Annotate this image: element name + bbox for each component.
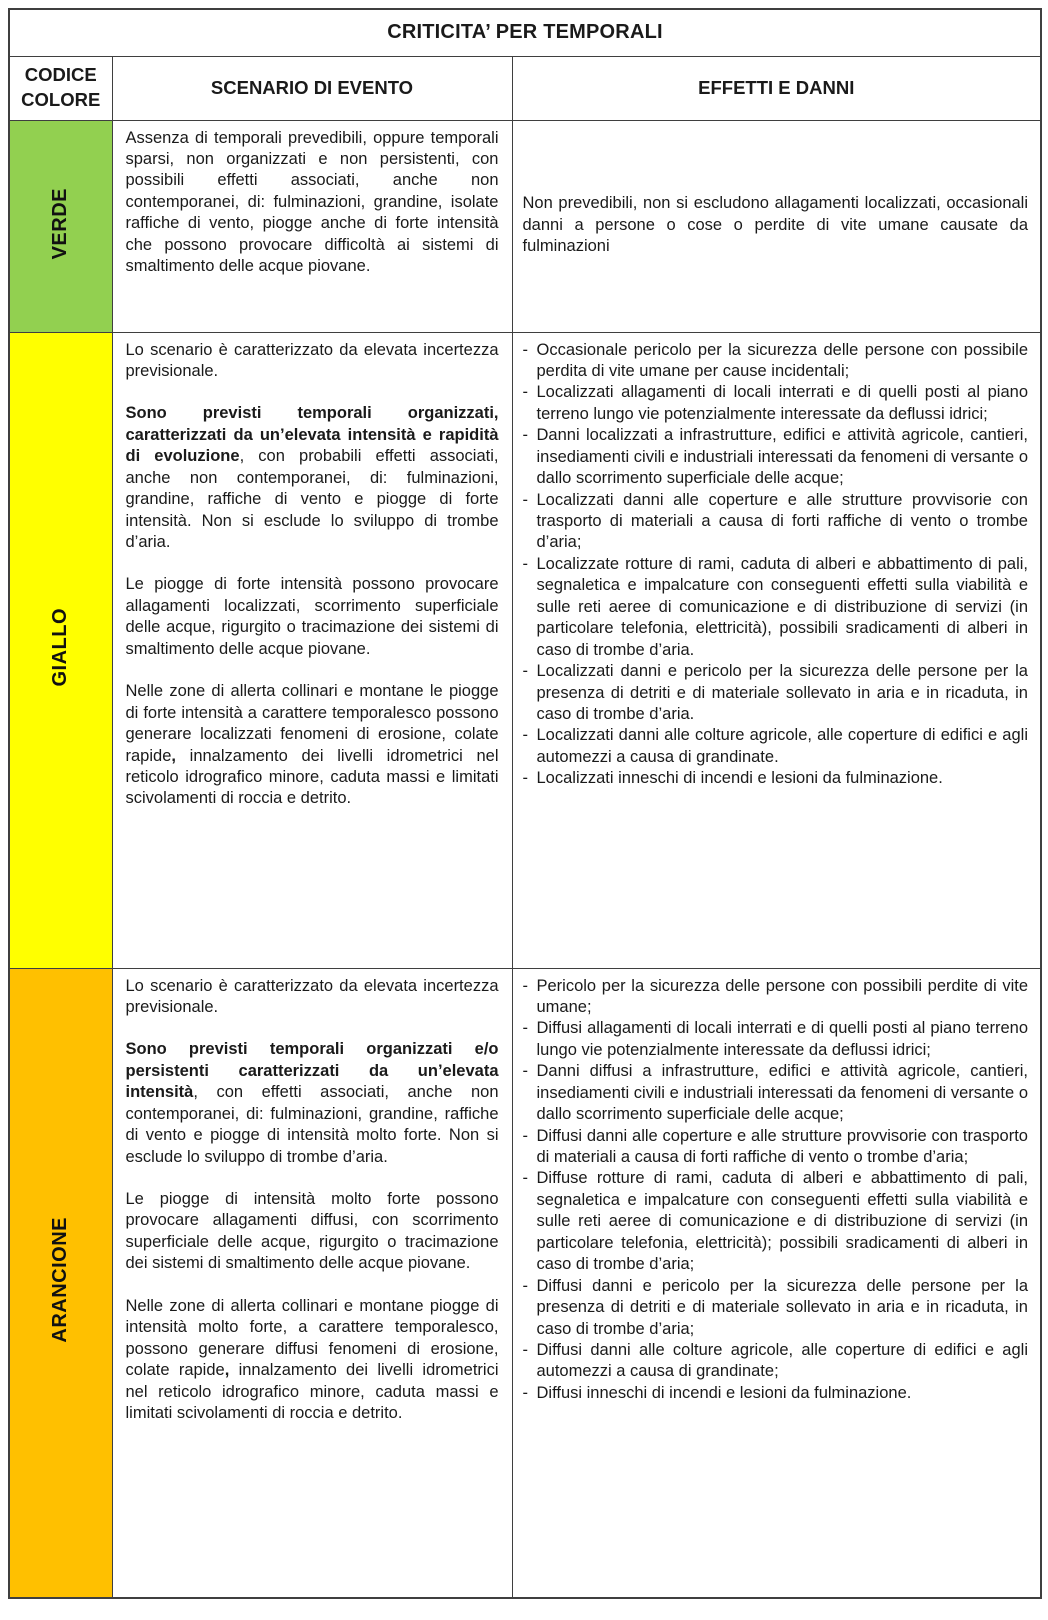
effects-bullet-text: Diffusi allagamenti di locali interrati e di quelli posti al piano terreno lungo vie potenzialmente interessate da deflussi idrici; [536,1019,1028,1059]
effects-bullet [523,725,1029,768]
scenario-text: Lo scenario è caratterizzato da elevata incertezza previsionale. [125,976,499,1016]
criticality-table [8,8,1042,1599]
scenario-text: Nelle zone di allerta collinari e montane piogge di intensità molto forte, a carattere temporalesco, possono generare diffusi fenomeni di erosione, colate rapide [125,1296,499,1380]
scenario-text: innalzamento dei livelli idrometrici nel reticolo idrografico minore, caduta massi e limitati scivolamenti di roccia e detrito. [125,746,499,808]
table-row [9,968,1041,1598]
scenario-text: innalzamento dei livelli idrometrici nel reticolo idrografico minore, caduta massi e limitati scivolamenti di roccia e detrito. [125,1361,499,1422]
scenario-paragraph [126,976,499,1019]
bullet-dash: - [522,383,528,402]
scenario-paragraph [126,681,499,810]
effects-bullet-text: Localizzati danni e pericolo per la sicurezza delle persone per la presenza di detriti e di materiale sollevato in aria e in ricaduta, in caso di trombe d’aria. [536,662,1028,723]
effects-bullet-text: Diffusi danni alle colture agricole, alle coperture di edifici e agli automezzi a causa di grandinate; [536,1340,1028,1381]
scenario-paragraph [126,1296,499,1425]
scenario-text-bold: , [171,746,176,765]
effects-bullet [523,661,1029,725]
effects-bullet [523,554,1029,661]
effects-paragraph: Non prevedibili, non si escludono allagamenti localizzati, occasionali danni a persone o cose o perdite di vite umane causate da fulminazioni [522,194,1028,256]
bullet-dash: - [522,1062,528,1081]
effects-bullet [523,340,1029,383]
bullet-dash: - [522,490,528,509]
effects-bullet-text: Danni diffusi a infrastrutture, edifici e attività agricole, cantieri, insediamenti civili e industriali interessati da fenomeni di versante o dallo scorrimento superficiale delle acque; [536,1062,1028,1124]
effects-bullet [523,490,1029,554]
scenario-paragraph [126,403,499,553]
effects-bullet [523,1168,1029,1275]
effects-bullet [523,768,1029,789]
scenario-text: Nelle zone di allerta collinari e montane le piogge di forte intensità a carattere temporalesco possono generare localizzati fenomeni di erosione, colate rapide [125,682,499,765]
table-row [9,332,1041,968]
bullet-dash: - [522,769,528,788]
effects-bullet-text: Localizzati inneschi di incendi e lesioni da fulminazione. [536,769,943,788]
effects-bullet-text: Occasionale pericolo per la sicurezza delle persone con possibile perdita di vite umane per cause incidentali; [536,340,1028,380]
color-code-cell [9,120,112,332]
effects-cell [512,968,1041,1598]
scenario-paragraph [126,340,499,383]
effects-cell [512,120,1041,332]
scenario-text: Le piogge di intensità molto forte possono provocare allagamenti diffusi, con scorrimento superficiale delle acque, rigurgito o tracimazione dei sistemi di smaltimento delle acque piovane. [125,1190,499,1273]
scenario-paragraph [126,1039,499,1168]
scenario-paragraph [126,1189,499,1275]
bullet-dash: - [522,1169,528,1188]
effects-bullet-text: Diffusi inneschi di incendi e lesioni da fulminazione. [536,1383,912,1402]
table-row [9,120,1041,332]
scenario-text: Le piogge di forte intensità possono provocare allagamenti localizzati, scorrimento superficiale delle acque, rigurgito o tracimazione dei sistemi di smaltimento delle acque piovane. [125,575,499,658]
scenario-paragraph [126,574,499,660]
scenario-cell [112,968,512,1598]
effects-bullet [523,1276,1029,1340]
effects-bullet-text: Diffusi danni e pericolo per la sicurezza delle persone per la presenza di detriti e di materiale sollevato in aria e in ricaduta, in caso di trombe d’aria; [536,1276,1028,1338]
effects-bullet [523,1383,1029,1404]
bullet-dash: - [522,976,528,995]
color-code-label: VERDE [49,187,72,260]
bullet-dash: - [522,726,528,745]
scenario-paragraph [126,128,499,278]
bullet-dash: - [522,1126,528,1145]
color-code-label: ARANCIONE [49,1217,72,1344]
bullet-dash: - [522,1276,528,1295]
bullet-dash: - [522,1019,528,1038]
effects-bullet [523,1061,1029,1125]
color-code-cell [9,968,112,1598]
title-row [9,9,1041,56]
effects-bullet [523,425,1029,489]
table-body [9,120,1041,1598]
scenario-text: , con probabili effetti associati, anche non contemporanei, di: fulminazioni, grandine, raffiche di vento e piogge di forte intensità. Non si esclude lo sviluppo di trombe d’aria. [125,447,499,551]
scenario-cell [112,120,512,332]
column-header-codice-colore: CODICE COLORE [9,56,112,120]
bullet-dash: - [522,554,528,573]
effects-bullet-text: Localizzati danni alle colture agricole, alle coperture di edifici e agli automezzi a causa di grandinate. [536,726,1028,766]
effects-cell [512,332,1041,968]
bullet-dash: - [522,426,528,445]
header-row [9,56,1041,120]
scenario-text-bold: , [224,1361,230,1380]
scenario-text: Lo scenario è caratterizzato da elevata incertezza previsionale. [125,340,499,380]
effects-bullet-text: Pericolo per la sicurezza delle persone con possibili perdite di vite umane; [536,976,1028,1016]
bullet-dash: - [522,340,528,359]
effects-bullet [523,976,1029,1019]
scenario-text-bold: Sono previsti temporali organizzati, caratterizzati da un’elevata intensità e rapidità di evoluzione [125,404,499,466]
effects-bullet-text: Localizzati danni alle coperture e alle strutture provvisorie con trasporto di materiali a causa di forti raffiche di vento o trombe d’aria; [536,490,1028,552]
effects-bullet [523,1340,1029,1383]
effects-bullet [523,382,1029,425]
bullet-dash: - [522,1340,528,1359]
effects-bullet-text: Danni localizzati a infrastrutture, edifici e attività agricole, cantieri, insediamenti civili e industriali interessati da fenomeni di versante o dallo scorrimento superficiale delle acque; [536,426,1028,488]
effects-bullet-text: Localizzati allagamenti di locali interrati e di quelli posti al piano terreno lungo vie potenzialmente interessate da deflussi idrici; [536,383,1028,423]
column-header-effetti-e-danni: EFFETTI E DANNI [512,56,1041,120]
table-title: CRITICITA’ PER TEMPORALI [9,9,1041,56]
effects-bullet-text: Localizzate rotture di rami, caduta di alberi e abbattimento di pali, segnaletica e impalcature con conseguenti effetti sulla viabilità e sulle reti aeree di comunicazione e di distribuzione di servizi (in particolare telefonia, elettricità), possibili sradicamenti di alberi in caso di trombe d’aria. [536,554,1028,659]
effects-bullet [523,1126,1029,1169]
bullet-dash: - [522,662,528,681]
scenario-text: Assenza di temporali prevedibili, oppure temporali sparsi, non organizzati e non persistenti, con possibili effetti associati, anche non contemporanei, di: fulminazioni, grandine, isolate raffiche di vento, piogge anche di forte intensità che possono provocare difficoltà ai sistemi di smaltimento delle acque piovane. [125,128,499,276]
color-code-label: GIALLO [49,608,72,687]
scenario-cell [112,332,512,968]
effects-bullet-text: Diffusi danni alle coperture e alle strutture provvisorie con trasporto di materiali a causa di forti raffiche di vento o trombe d’aria; [536,1126,1028,1166]
scenario-text-bold: Sono previsti temporali organizzati e/o persistenti caratterizzati da un’elevata intensità [125,1040,499,1102]
bullet-dash: - [522,1383,528,1402]
column-header-scenario-di-evento: SCENARIO DI EVENTO [112,56,512,120]
scenario-text: , con effetti associati, anche non contemporanei, di: fulminazioni, grandine, raffiche di vento e piogge di intensità molto forte. Non si esclude lo sviluppo di trombe d’aria. [125,1083,499,1166]
effects-bullet [523,1018,1029,1061]
effects-bullet-text: Diffuse rotture di rami, caduta di alberi e abbattimento di pali, segnaletica e impalcature con conseguenti effetti sulla viabilità e sulle reti aeree di comunicazione e di distribuzione di servizi (in particolare telefonia, elettricità); possibili sradicamenti di alberi in caso di trombe d’aria; [536,1169,1028,1274]
color-code-cell [9,332,112,968]
